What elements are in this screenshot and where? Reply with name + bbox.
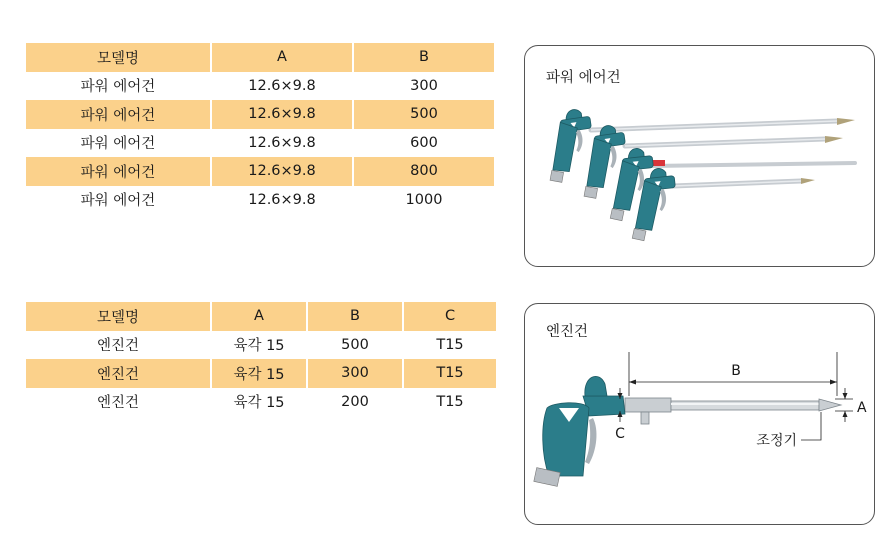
engine-gun-illustration — [525, 304, 874, 524]
cell-b: 300 — [410, 77, 438, 94]
cell-b: 500 — [341, 336, 369, 353]
cell-model: 파워 에어건 — [80, 79, 156, 96]
table-row — [26, 129, 494, 158]
cell-model: 파워 에어건 — [26, 100, 210, 129]
cell-b: 300 — [308, 359, 402, 388]
power-air-gun-illustration — [525, 46, 874, 266]
cell-a: 12.6×9.8 — [248, 77, 316, 94]
cell-b: 200 — [341, 393, 369, 410]
engine-gun — [534, 376, 841, 486]
cell-model: 파워 에어건 — [80, 136, 156, 153]
air-gun-800 — [625, 167, 815, 242]
cell-model: 파워 에어건 — [80, 193, 156, 210]
cell-a: 육각 15 — [212, 359, 306, 388]
cell-model: 파워 에어건 — [26, 157, 210, 186]
cell-a: 육각 15 — [233, 338, 285, 355]
power-air-gun-spec-table — [24, 43, 496, 214]
table-row — [26, 388, 496, 417]
engine-gun-spec-table — [24, 302, 498, 416]
header-a: A — [212, 302, 306, 331]
table-row — [26, 157, 494, 186]
header-a: A — [212, 43, 352, 72]
table-row — [26, 331, 496, 360]
cell-b: 1000 — [405, 191, 443, 208]
cell-a: 12.6×9.8 — [248, 134, 316, 151]
header-c: C — [404, 302, 496, 331]
cell-c: T15 — [436, 336, 464, 353]
cell-b: 600 — [410, 134, 438, 151]
label-b: B — [731, 363, 741, 379]
cell-model: 엔진건 — [96, 395, 140, 412]
panel-title: 엔진건 — [546, 324, 589, 340]
engine-gun-image-panel — [524, 303, 875, 525]
header-model: 모델명 — [26, 302, 210, 331]
table-header-row — [26, 43, 494, 72]
table-row — [26, 72, 494, 101]
cell-b: 800 — [354, 157, 494, 186]
cell-model: 엔진건 — [96, 338, 140, 355]
dimension-b — [629, 352, 837, 396]
label-a: A — [857, 400, 867, 416]
table-row — [26, 186, 494, 215]
cell-b: 500 — [354, 100, 494, 129]
header-b: B — [308, 302, 402, 331]
panel-title: 파워 에어건 — [546, 70, 621, 86]
cell-c: T15 — [436, 393, 464, 410]
table-row — [26, 100, 494, 129]
header-b: B — [354, 43, 494, 72]
cell-a: 육각 15 — [233, 395, 285, 412]
adjuster-callout — [756, 412, 821, 449]
table-row — [26, 359, 496, 388]
cell-a: 12.6×9.8 — [248, 191, 316, 208]
table-header-row — [26, 302, 496, 331]
cell-a: 12.6×9.8 — [212, 100, 352, 129]
power-air-gun-image-panel — [524, 45, 875, 267]
cell-c: T15 — [404, 359, 496, 388]
air-gun-500 — [575, 123, 843, 199]
cell-a: 12.6×9.8 — [212, 157, 352, 186]
label-c: C — [615, 426, 625, 442]
cell-model: 엔진건 — [26, 359, 210, 388]
label-adjuster: 조정기 — [756, 433, 797, 449]
header-model: 모델명 — [26, 43, 210, 72]
